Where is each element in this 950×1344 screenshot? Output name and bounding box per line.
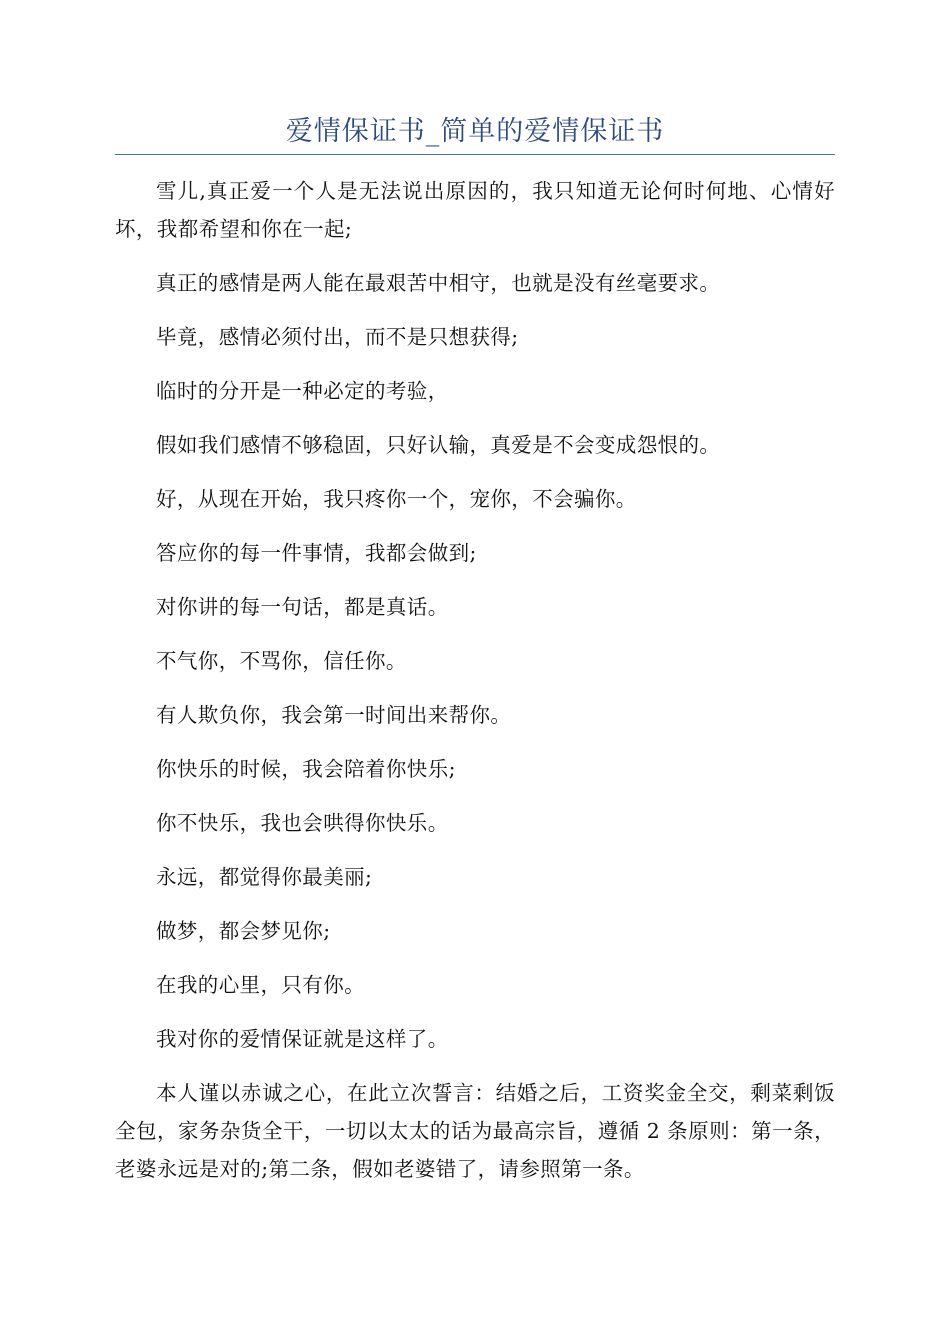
document-title: 爱情保证书_简单的爱情保证书	[285, 116, 665, 147]
paragraph: 我对你的爱情保证就是这样了。	[156, 1027, 449, 1051]
paragraph: 毕竟，感情必须付出，而不是只想获得;	[156, 325, 519, 349]
paragraph: 你快乐的时候，我会陪着你快乐;	[156, 757, 456, 781]
title-underline	[115, 154, 835, 155]
paragraph: 永远，都觉得你最美丽;	[156, 865, 373, 889]
paragraph: 对你讲的每一句话，都是真话。	[156, 595, 449, 619]
document-body	[115, 172, 835, 1204]
paragraph: 本人谨以赤诚之心，在此立次誓言：结婚之后，工资奖金全交，剩菜剩饭全包，家务杂货全干，一切以太太的话为最高宗旨，遵循 2 条原则：第一条，老婆永远是对的;第二条，假如老婆错了，请参照第一条。	[115, 1081, 835, 1181]
paragraph: 真正的感情是两人能在最艰苦中相守，也就是没有丝毫要求。	[156, 271, 721, 295]
paragraph: 有人欺负你，我会第一时间出来帮你。	[156, 703, 512, 727]
paragraph: 答应你的每一件事情，我都会做到;	[156, 541, 477, 565]
paragraph: 好，从现在开始，我只疼你一个，宠你，不会骗你。	[156, 487, 637, 511]
paragraph: 你不快乐，我也会哄得你快乐。	[156, 811, 449, 835]
paragraph: 不气你，不骂你，信任你。	[156, 649, 407, 673]
paragraph: 假如我们感情不够稳固，只好认输，真爱是不会变成怨恨的。	[156, 433, 721, 457]
paragraph: 做梦，都会梦见你;	[156, 919, 331, 943]
paragraph: 临时的分开是一种必定的考验，	[156, 379, 449, 403]
paragraph: 在我的心里，只有你。	[156, 973, 365, 997]
paragraph: 雪儿,真正爱一个人是无法说出原因的，我只知道无论何时何地、心情好坏，我都希望和你在一起;	[115, 179, 835, 241]
